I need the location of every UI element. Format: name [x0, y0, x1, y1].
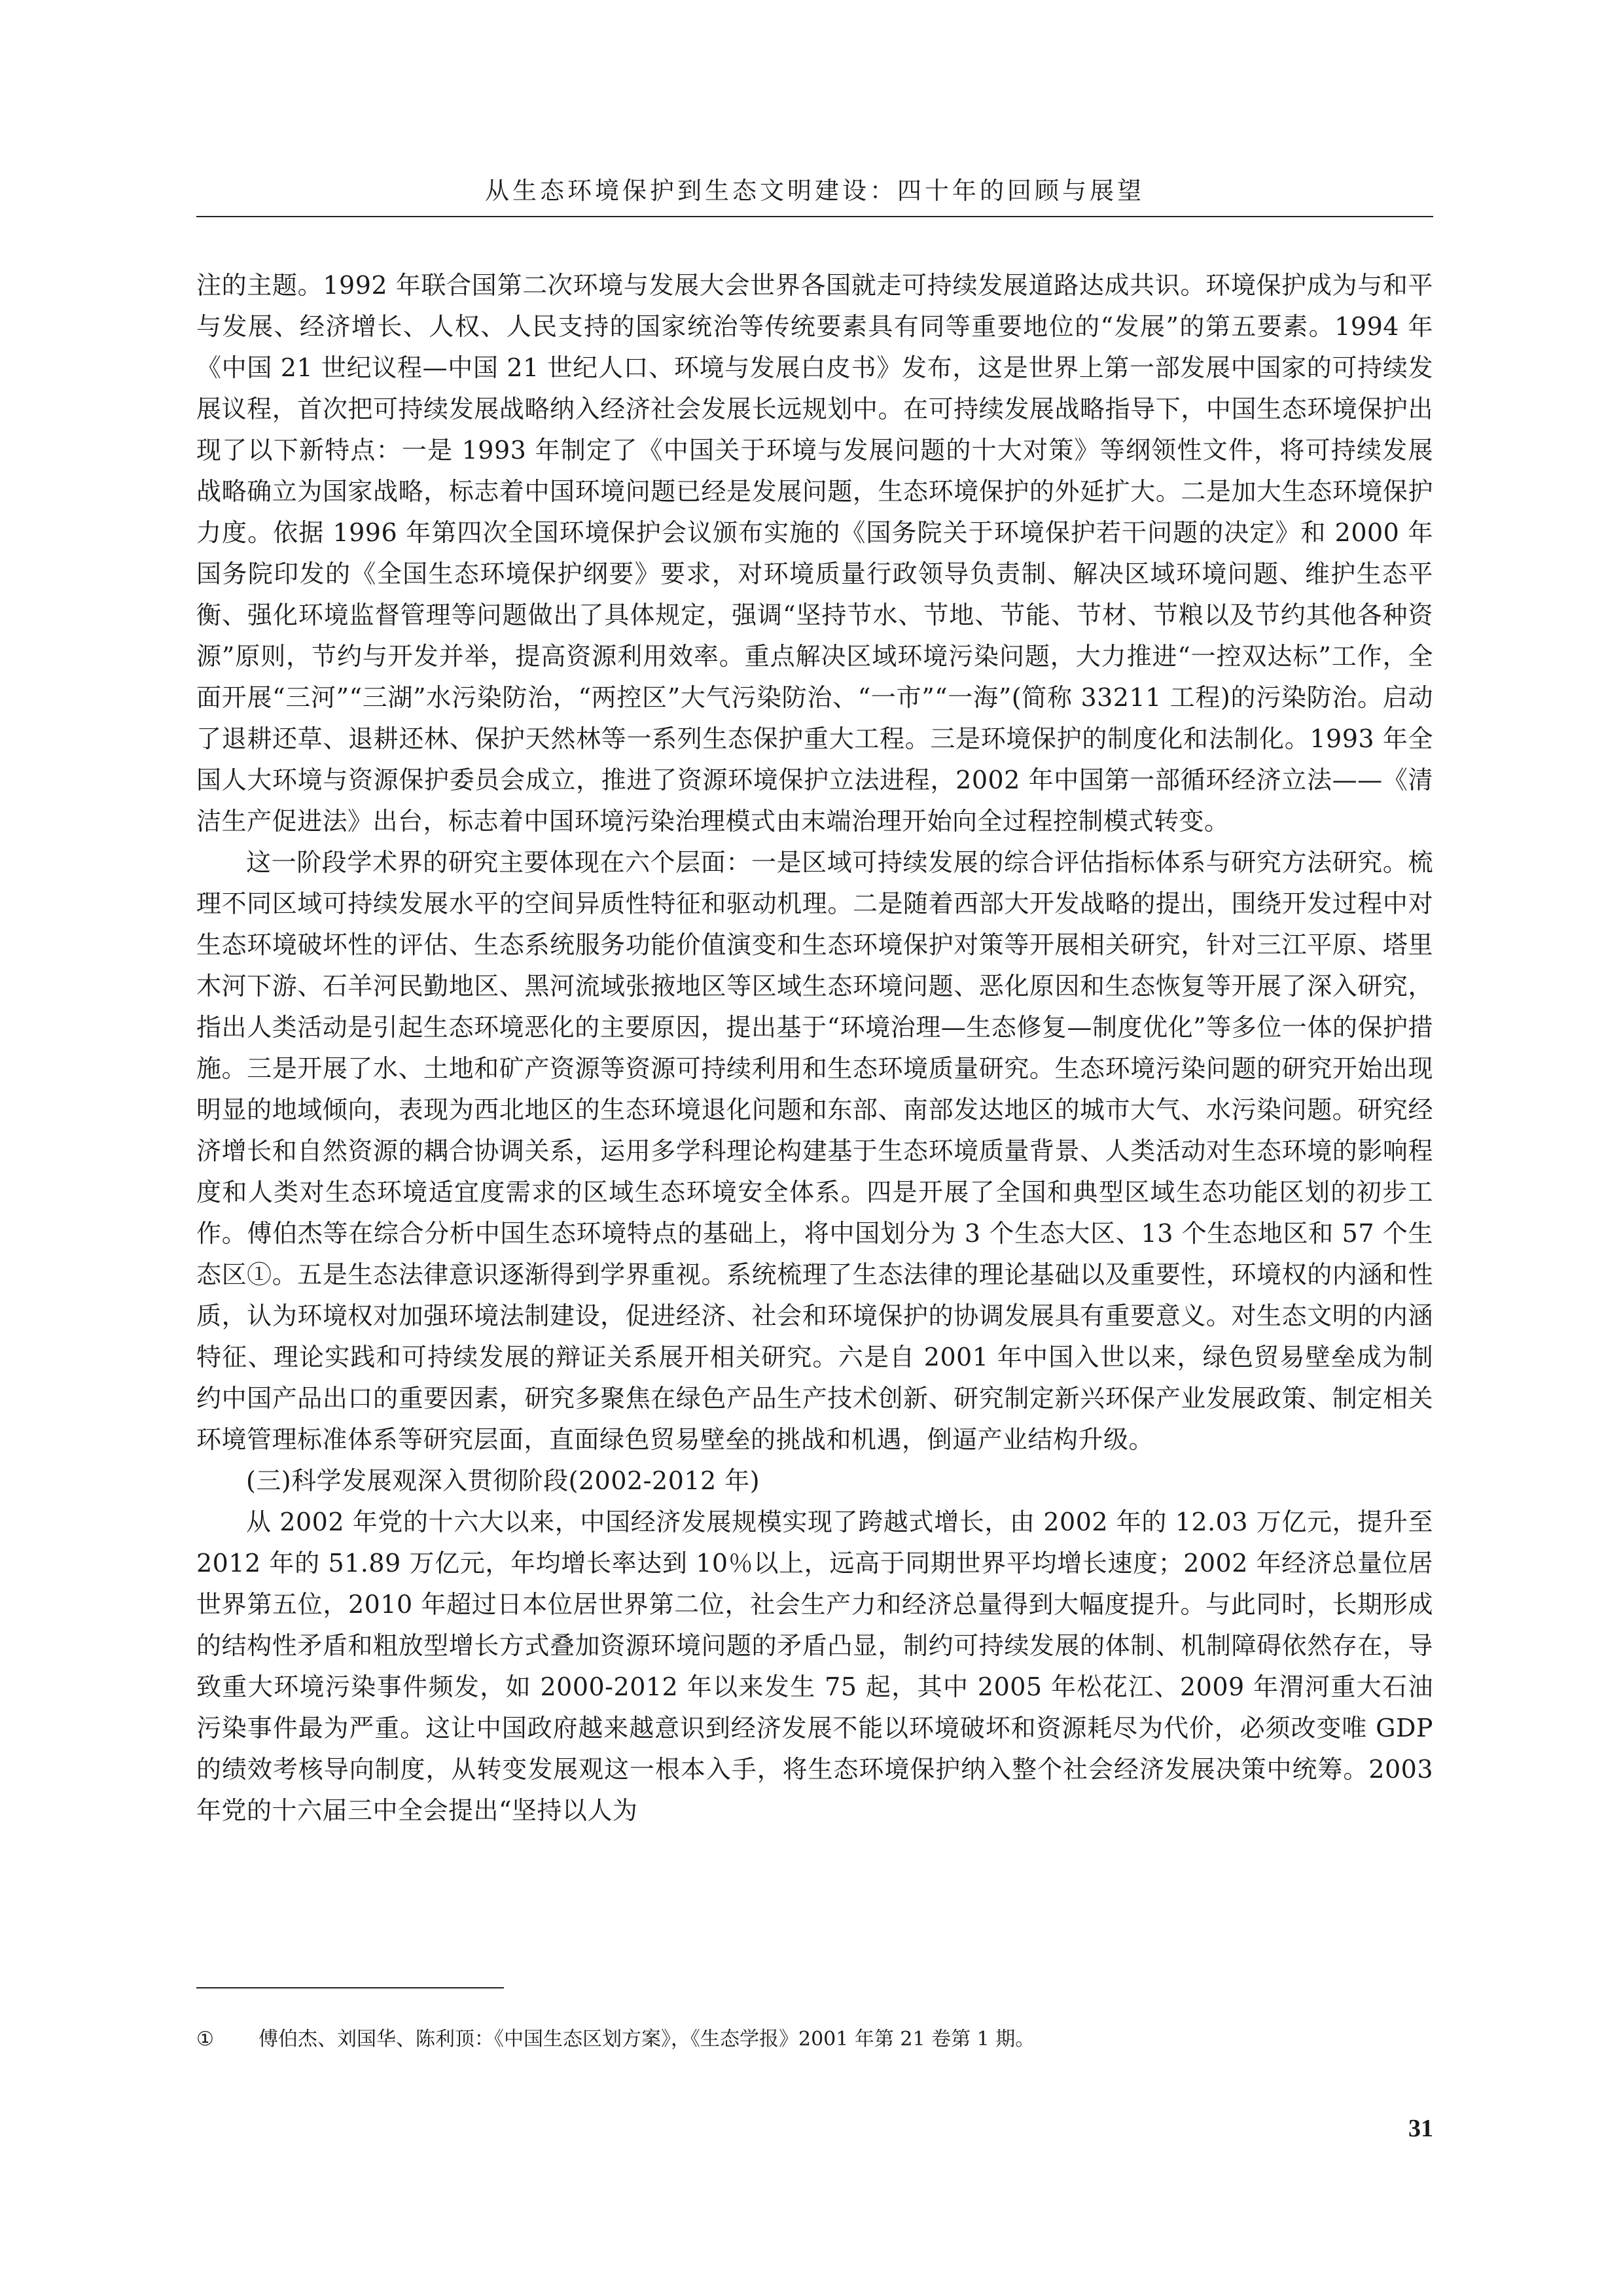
- paragraph-research-levels: 这一阶段学术界的研究主要体现在六个层面：一是区域可持续发展的综合评估指标体系与研究方法研究。梳理不同区域可持续发展水平的空间异质性特征和驱动机理。二是随着西部大开发战略的提出，围绕开发过程中对生态环境破坏性的评估、生态系统服务功能价值演变和生态环境保护对策等开展相关研究，针对三江平原、塔里木河下游、石羊河民勤地区、黑河流域张掖地区等区域生态环境问题、恶化原因和生态恢复等开展了深入研究，指出人类活动是引起生态环境恶化的主要原因，提出基于“环境治理—生态修复—制度优化”等多位一体的保护措施。三是开展了水、土地和矿产资源等资源可持续利用和生态环境质量研究。生态环境污染问题的研究开始出现明显的地域倾向，表现为西北地区的生态环境退化问题和东部、南部发达地区的城市大气、水污染问题。研究经济增长和自然资源的耦合协调关系，运用多学科理论构建基于生态环境质量背景、人类活动对生态环境的影响程度和人类对生态环境适宜度需求的区域生态环境安全体系。四是开展了全国和典型区域生态功能区划的初步工作。傅伯杰等在综合分析中国生态环境特点的基础上，将中国划分为 3 个生态大区、13 个生态地区和 57 个生态区①。五是生态法律意识逐渐得到学界重视。系统梳理了生态法律的理论基础以及重要性，环境权的内涵和性质，认为环境权对加强环境法制建设，促进经济、社会和环境保护的协调发展具有重要意义。对生态文明的内涵特征、理论实践和可持续发展的辩证关系展开相关研究。六是自 2001 年中国入世以来，绿色贸易壁垒成为制约中国产品出口的重要因素，研究多聚焦在绿色产品生产技术创新、研究制定新兴环保产业发展政策、制定相关环境管理标准体系等研究层面，直面绿色贸易壁垒的挑战和机遇，倒逼产业结构升级。: [196, 848, 1433, 1454]
- paragraph-scientific-development: 从 2002 年党的十六大以来，中国经济发展规模实现了跨越式增长，由 2002 年的 12.03 万亿元，提升至 2012 年的 51.89 万亿元，年均增长率达到 10％以上，远高于同期世界平均增长速度；2002 年经济总量位居世界第五位，2010 年超过日本位居世界第二位，社会生产力和经济总量得到大幅度提升。与此同时，长期形成的结构性矛盾和粗放型增长方式叠加资源环境问题的矛盾凸显，制约可持续发展的体制、机制障碍依然存在，导致重大环境污染事件频发，如 2000-2012 年以来发生 75 起，其中 2005 年松花江、2009 年渭河重大石油污染事件最为严重。这让中国政府越来越意识到经济发展不能以环境破坏和资源耗尽为代价，必须改变唯 GDP 的绩效考核导向制度，从转变发展观这一根本入手，将生态环境保护纳入整个社会经济发展决策中统筹。2003 年党的十六届三中全会提出“坚持以人为: [196, 1508, 1433, 1825]
- body-text: [196, 265, 1433, 1831]
- header-rule: [196, 216, 1433, 217]
- section-heading: (三)科学发展观深入贯彻阶段(2002-2012 年): [246, 1466, 760, 1495]
- footnote-rule: [196, 1987, 504, 1988]
- running-head: 从生态环境保护到生态文明建设：四十年的回顾与展望: [485, 177, 1145, 205]
- page-number: 31: [1408, 2115, 1433, 2142]
- paragraph-continuation: 注的主题。1992 年联合国第二次环境与发展大会世界各国就走可持续发展道路达成共识。环境保护成为与和平与发展、经济增长、人权、人民支持的国家统治等传统要素具有同等重要地位的“发展”的第五要素。1994 年《中国 21 世纪议程—中国 21 世纪人口、环境与发展白皮书》发布，这是世界上第一部发展中国家的可持续发展议程，首次把可持续发展战略纳入经济社会发展长远规划中。在可持续发展战略指导下，中国生态环境保护出现了以下新特点：一是 1993 年制定了《中国关于环境与发展问题的十大对策》等纲领性文件，将可持续发展战略确立为国家战略，标志着中国环境问题已经是发展问题，生态环境保护的外延扩大。二是加大生态环境保护力度。依据 1996 年第四次全国环境保护会议颁布实施的《国务院关于环境保护若干问题的决定》和 2000 年国务院印发的《全国生态环境保护纲要》要求，对环境质量行政领导负责制、解决区域环境问题、维护生态平衡、强化环境监督管理等问题做出了具体规定，强调“坚持节水、节地、节能、节材、节粮以及节约其他各种资源”原则，节约与开发并举，提高资源利用效率。重点解决区域环境污染问题，大力推进“一控双达标”工作，全面开展“三河”“三湖”水污染防治，“两控区”大气污染防治、“一市”“一海”(简称 33211 工程)的污染防治。启动了退耕还草、退耕还林、保护天然林等一系列生态保护重大工程。三是环境保护的制度化和法制化。1993 年全国人大环境与资源保护委员会成立，推进了资源环境保护立法进程，2002 年中国第一部循环经济立法——《清洁生产促进法》出台，标志着中国环境污染治理模式由末端治理开始向全过程控制模式转变。: [196, 271, 1433, 836]
- footnote: [196, 2025, 1433, 2054]
- footnote-mark: ①: [196, 2028, 214, 2051]
- footnote-text: 傅伯杰、刘国华、陈利顶：《中国生态区划方案》，《生态学报》2001 年第 21 卷第 1 期。: [259, 2028, 1035, 2051]
